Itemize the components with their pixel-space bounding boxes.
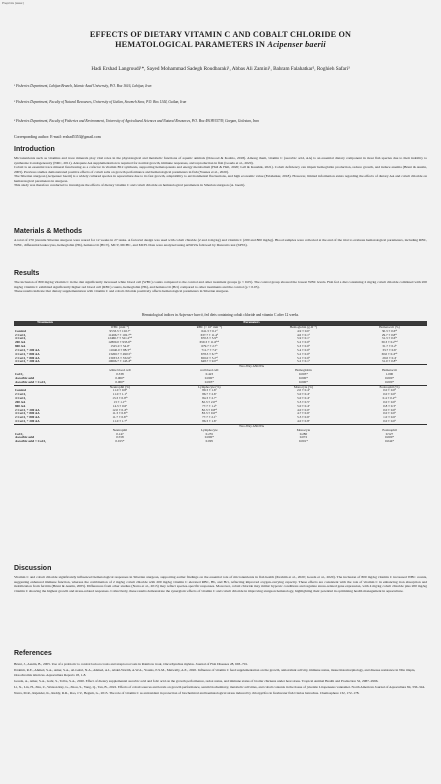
table-cell: 11466.7 ± 102.7ᵇᶜ — [108, 332, 132, 337]
row-label: CoCl₂ — [15, 431, 24, 436]
table-cell: 77.7 ± 2.1ᵇ — [202, 415, 217, 420]
table-cell: 5.3 ± 0.5ᵃ — [297, 399, 310, 404]
parameters-header: Parameters — [76, 321, 427, 325]
column-header: white blood cell — [109, 368, 131, 373]
table-cell: 11640.0 ± 88.3ᶜᵈ — [109, 347, 131, 352]
table-cell: 9533.3 ± 102.7ᶜ — [109, 328, 131, 333]
table-cell: 4.9 ± 0.0ᶜ — [297, 328, 310, 333]
table-cell: 659.3 ± 11.6ᵇᶜᵈ — [199, 340, 220, 345]
methods-paragraph: A total of 270 juvenile Siberian sturgeon were reared for 12 weeks in 27 tanks. A factorial design was used with cobalt chloride (2 and 4 mg/kg) and vitamin C (200 and 800 mg/kg). Blood samples were collected at the end of the trial to evaluate hematological parameters, including RBC, WBC, differential leukocytes, hemoglobin (Hb), hematocrit (HCT), MCV, MCHC, and MCH. Data were analyzed using ANOVA followed by Duncan's test (SPSS). — [14, 238, 427, 247]
table-cell: 2.0 ± 0.4ᵇ — [297, 388, 310, 393]
corresponding-author: Corresponding author: E-mail: ershad5353@gmail.com — [14, 135, 101, 139]
table-cell: 0.338 — [116, 371, 124, 376]
table-row — [14, 440, 427, 444]
table-cell: 0.000* — [384, 379, 395, 384]
table-cell: 0.527 — [385, 431, 394, 436]
introduction-paragraph: This study was therefore conducted to investigate the effects of dietary vitamin C and cobalt chloride on hematological parameters in Siberian sturgeon (A. baerii). — [14, 183, 246, 187]
table-cell: 13 ± 1.1ᵃᵇ — [113, 399, 127, 404]
table-cell: 0.044* — [384, 439, 395, 444]
table-cell: 30.3 ± 0.2ᵇᶜᵈ — [381, 340, 398, 345]
row-label: 2 CoCl₂ — [15, 392, 26, 397]
row-label: 2 CoCl₂ + 200 AA — [15, 407, 40, 412]
table-cell: 0.558 — [116, 435, 124, 440]
affiliation-2: ² Fisheries Department, Faculty of Natural Resources, University of Guilan, Sowmeh Sara, P.O. Box 1144, Guilan, Iran — [14, 100, 187, 104]
reference-item: Li, X., Lin, H., Zhu, Z., Watson Ray, G., Zhou, S., Yang, Q., Tan, B., 2022. Effects of cobalt sources and levels on growth performance, serum biochemistry, metabolic activities, and cobalt contents in the tissue of juvenile Litopenaeus vannamei. North American Journal of Aquaculture 84, 336–344. — [14, 685, 426, 690]
table-cell: 641.3 ± 6.1ᵈ — [201, 328, 218, 333]
table-caption-text: , fed diets containing cobalt chloride and vitamin C after 12 weeks. — [202, 313, 300, 317]
column-header: WBC (mm⁻³) — [76, 325, 164, 329]
table-caption — [14, 313, 427, 317]
title-species: Acipenser baerii — [267, 40, 326, 49]
column-header: Lymphocyte (%) — [164, 385, 255, 389]
row-label: 2 CoCl₂ — [15, 332, 26, 337]
table-cell: 0.0 ± 0.0ᵇ — [383, 399, 396, 404]
column-header: Hematocrit (%) — [352, 325, 427, 329]
table-cell: 10666.7 ± 143.4ᵈᵉ — [108, 359, 132, 364]
table-cell: 11.3 ± 0.6ᵃᵇ — [112, 411, 128, 416]
table-cell: 0.147 — [116, 431, 124, 436]
table-cell: 656.0 ± 5.2ᶜᵈ — [200, 355, 218, 360]
table-caption-species: Acipenser baerii — [178, 313, 203, 317]
row-label: 800 AA — [15, 344, 26, 349]
hematology-table — [14, 321, 427, 444]
table-cell: 83.3 ± 0.6ᵃᵇ — [201, 411, 217, 416]
row-label: Ascorbic acid × CoCl₂ — [15, 439, 46, 444]
table-cell: 0.255 — [205, 431, 214, 436]
table-cell: 29.0 ± 0.4ᵉ — [382, 355, 397, 360]
table-cell: 4.0 ± 0.8ᵃ — [297, 419, 310, 424]
table-cell: 0.423 — [205, 371, 214, 376]
table-cell: 0.0 ± 0.0ᵇ — [383, 392, 396, 397]
table-cell: 0.0 ± 0.0ᵇ — [383, 419, 396, 424]
reference-item: Ibrahim, R.E., Ahmed, S.A., Amer, S.A., Al-Gabri, N.A., Ahmed, A.I., Abdel-Warith, A.W.A., Younis, E.S.M., Metwally, A.E., 2020. Influence of vitamin C feed supplementation on the growth, antioxidant activity, immune status, tissue histomorphology, and disease resistance in Nile tilapia, Oreochromis niloticus. Aquaculture Reports 18, 1-8. — [14, 668, 416, 677]
author-list: Hadi Ershad Langroudi¹*, Sayed Mohammad Sadegh Roudbaraki¹, Abbas Ali Zamini¹, Bahram Falahatkar², Roghieh Safari³ — [91, 66, 350, 72]
preprint-watermark: Preprints (www.) — [2, 1, 25, 5]
table-cell: 5.3 ± 0.6ᵃ — [297, 415, 310, 420]
row-label: Ascorbic acid — [15, 375, 35, 380]
reference-item: Gouda, A., Amer, S.A., Gabr, S., Tolba, S.A., 2020. Effect of dietary supplemental ascorbic acid and folic acid on the growth performance, redox status, and immune status of broiler chickens under heat stress. Tropical Animal Health and Production 52, 2987–2996. — [14, 678, 379, 683]
table-cell: 0.000* — [204, 375, 214, 380]
column-header: Monocyte (%) — [255, 385, 352, 389]
column-header: Monocyte — [296, 427, 311, 432]
methods-heading: Materials & Methods — [14, 228, 83, 235]
column-header: Neutrophil — [112, 427, 128, 432]
table-cell: 12800.0 ± 933.6ᵇᶜ — [108, 340, 132, 345]
table-cell: 11.0 ± 1.7ᵇ — [112, 419, 128, 424]
table-cell: 0.000* — [204, 435, 214, 440]
discussion-paragraph: Vitamin C and cobalt chloride significantly influenced hematological responses in Siberian sturgeon, supporting earlier findings on the essential role of micronutrients in fish health (Ibrahim et al., 2020; Gouda et al., 2020). The inclusion of 800 mg/kg vitamin C increased WBC counts, suggesting enhanced immune function, whereas the combination of 2 mg/kg cobalt chloride with 200 mg/kg vitamin C elevated RBC, Hb, and Hct, reflecting improved oxygen-carrying capacity. These effects are consistent with the role of vitamin C in enhancing iron absorption and mobilization from ferritin (Brunt & Austin, 2005). Differences from other studies (Narra et al., 2015) may reflect species-specific responses. Moreover, cobalt chloride may mimic hypoxic conditions and regulate stress-related gene expression, with 4 mg/kg cobalt chloride plus 200 mg/kg vitamin C showing the highest growth and stress-related responses. Collectively, these results demonstrate the synergistic effects of vitamin C and cobalt chloride in improving sturgeon hematology, highlighting their potential in optimizing health management in aquaculture. — [14, 575, 427, 593]
introduction-body — [14, 156, 427, 188]
table-cell: 0.095 — [205, 439, 214, 444]
table-cell: 86.7 ± 2.6ᵃ — [202, 392, 217, 397]
table-cell: 13033.3 ± 332.0ᵇ — [108, 355, 132, 360]
table-cell: 0.000* — [115, 375, 125, 380]
row-label: 200 AA — [15, 399, 26, 404]
table-cell: 4.0 ± 0.0ᵃ — [297, 407, 310, 412]
column-header: Lymphocyte — [201, 427, 218, 432]
row-label: 2 CoCl₂ + 800 AA — [15, 415, 40, 420]
table-caption-text: Hematological indices in — [141, 313, 178, 317]
poster-title — [30, 30, 411, 50]
discussion-heading: Discussion — [14, 565, 52, 572]
row-label: Control — [15, 388, 26, 393]
table-cell: 0.072 — [299, 435, 308, 440]
row-label: 4 CoCl₂ — [15, 396, 26, 401]
table-cell: 5.0 ± 0.4ᵃ — [297, 392, 310, 397]
table-cell: 31.3 ± 0.6ᵇᶜ — [381, 336, 398, 341]
reference-item: Brunt, J., Austin, B., 2005. Use of a probiotic to control lactococcosis and streptococcosis in Rainbow trout, Oncorhynchus mykiss. Journal of Fish Diseases 28, 693–701. — [14, 662, 249, 666]
table-cell: 5.4 ± 0.0ᵇ — [297, 347, 310, 352]
table-cell: 0.003* — [298, 371, 308, 376]
table-cell: 30.3 ± 0.6ᶜᵈ — [381, 328, 398, 333]
table-cell: 0.280 — [299, 431, 308, 436]
table-cell: 637.7 ± 11.4ᵈ — [200, 332, 219, 337]
column-header: Hematocrit — [382, 368, 397, 373]
table-cell: 0.003* — [204, 379, 214, 384]
table-cell: 670.3 ± 5.9ᵇᶜ — [200, 336, 218, 341]
column-header: Eosinophil — [382, 427, 397, 432]
table-cell: 5.0 ± 0.4ᵃ — [297, 396, 310, 401]
affiliation-1: ¹ Fisheries Department, Lahijan Branch, Islamic Azad University, P.O. Box 1616, Lahijan, Iran — [14, 84, 152, 88]
table-cell: 5.2 ± 0.0ᵇ — [297, 355, 310, 360]
table-cell: 11.0 ± 0.8ᵇ — [112, 388, 128, 393]
table-cell: 84.3 ± 2.7ᵃ — [202, 396, 217, 401]
table-cell: 31.0 ± 0.8ᵇᶜ — [381, 359, 398, 364]
table-cell: 0.000* — [298, 379, 308, 384]
table-cell: 0.000* — [384, 435, 395, 440]
results-paragraph: The inclusion of 800 mg/kg vitamin C in the diet significantly increased white blood cell (WBC) counts compared to the control and other treatment groups (p < 0.05). The control group showed the lowest WBC levels. Fish fed a diet containing 2 mg/kg cobalt chloride combined with 200 mg/kg vitamin C exhibited significantly higher red blood cell (RBC) counts, hemoglobin (Hb), and hematocrit (Hct) compared to other treatments and the control (p < 0.05). — [14, 280, 427, 289]
treatments-header: Treatments — [14, 321, 76, 325]
table-cell: 82.3 ± 0.8ᵃᵇ — [201, 407, 217, 412]
table-cell: 5.2 ± 0.1ᵇ — [297, 359, 310, 364]
row-label: 4 CoCl₂ + 200 AA — [15, 359, 40, 364]
table-cell: 5.2 ± 0.0ᵇ — [297, 340, 310, 345]
column-header: Hemoglobin (g dl⁻¹) — [255, 325, 352, 329]
title-line-1: EFFECTS OF DIETARY VITAMIN C AND COBALT CHLORIDE ON — [89, 30, 352, 39]
column-header: Hemoglobin — [295, 368, 312, 373]
table-cell: 5.0 ± 0.4ᵃ — [297, 403, 310, 408]
row-label: 200 AA — [15, 340, 26, 345]
row-label: 4 CoCl₂ + 800 AA — [15, 411, 40, 416]
row-label: 4 CoCl₂ + 800 AA — [15, 351, 40, 356]
table-cell: 5.3 ± 0.0ᵇ — [297, 344, 310, 349]
table-cell: 33.7 ± 0.6ᵃ — [382, 347, 397, 352]
table-body — [14, 321, 427, 444]
table-cell: 13.3 ± 0.9ᵃᵇ — [112, 396, 128, 401]
table-cell: 5.9 ± 0.1ᵃ — [297, 336, 310, 341]
column-header: Eosinophil (%) — [352, 385, 427, 389]
table-cell: 11.0 ± 1.1ᵇ — [112, 392, 128, 397]
column-header: RBC (× 10⁶ mm⁻³) — [164, 325, 255, 329]
table-cell: 5.2 ± 0.0ᵇ — [297, 351, 310, 356]
results-body — [14, 280, 427, 294]
table-cell: 1.0 ± 0.6ᵃ — [383, 415, 396, 420]
table-cell: 82.3 ± 2.0ᵃᵇ — [201, 399, 217, 404]
title-line-2: HEMATOLOGICAL PARAMETERS IN — [115, 40, 266, 49]
table-cell: 679.7 ± 2.7ᵇ — [201, 344, 218, 349]
discussion-body — [14, 575, 427, 593]
row-label: 4 CoCl₂ — [15, 336, 26, 341]
table-cell: 13266.7 ± 490.5ᵇ — [108, 351, 132, 356]
table-cell: 30.0 ± 0.4ᶜᵈᵉ — [381, 351, 398, 356]
table-cell: 4.6 ± 0.1ᵈ — [297, 332, 310, 337]
table-cell: 648.7 ± 9.0ᶜᵈ — [200, 359, 218, 364]
table-cell: 14.3 ± 0.6ᵃ — [112, 403, 128, 408]
references-heading: References — [14, 650, 52, 657]
reference-list — [14, 662, 427, 698]
table-cell: 0.000* — [298, 375, 308, 380]
table-cell: 12.0 ± 0.4ᵃᵇ — [112, 407, 128, 412]
table-cell: 1525.0 ± 54.0ᵃ — [110, 344, 130, 349]
table-cell: 711.7 ± 7.2ᵃ — [201, 347, 218, 352]
row-label: Ascorbic acid × CoCl₂ — [15, 379, 46, 384]
table-cell: 0.8 ± 0.3ᵃ — [383, 403, 396, 408]
introduction-paragraph: Cobalt is an essential trace mineral functioning as a cofactor in vitamin B12 synthesis, supporting hematopoiesis and energy metabolism (Hall & Hall, 2020; Lall & Kaushik, 2021). Cobalt deficiency can impair hemoglobin production, reduce growth, and induce anemia (Brunt & Austin, 2005). Previous studies demonstrated positive effects of cobalt salts on growth performance and hematological parameters in fish (Younes et al., 2020). — [14, 165, 427, 174]
row-label: 800 AA — [15, 403, 26, 408]
row-label: 4 CoCl₂ + 200 AA — [15, 419, 40, 424]
column-header: red blood cell — [200, 368, 219, 373]
affiliation-3: ³ Fisheries Department, Faculty of Fisheries and Environment, University of Agricultural Sciences and Natural Resources, P.O. Box 4918915739, Gorgan, Golestan, Iran — [14, 119, 259, 123]
table-cell: 678.3 ± 6.7ᵇᶜ — [200, 351, 218, 356]
table-cell: 77.7 ± 1.2ᵇ — [202, 403, 217, 408]
table-cell: 0.0 ± 0.0ᵇ — [383, 411, 396, 416]
table-cell: 0.000* — [384, 375, 395, 380]
row-label: 2 CoCl₂ + 800 AA — [15, 355, 40, 360]
table-cell: 0.000* — [115, 379, 125, 384]
table-cell: 31.7 ± 0.2ᵇ — [382, 344, 397, 349]
table-cell: 29.7 ± 0.8ᵈᵉ — [381, 332, 398, 337]
row-label: Ascorbic acid — [15, 435, 35, 440]
reference-item: Narra, M.R., Rajender, K., Reddy, R.R., Rao, J.V., Begum, G., 2015. The role of vitamin C as antioxidant in protection of biochemical and haematological stress induced by chlorpyrifos in freshwater fish Clarias batrachus. Chemosphere 132, 172–178. — [14, 691, 360, 696]
table-cell: 89.3 ± 1.6ᵃ — [202, 388, 217, 393]
table-cell: 0.001* — [298, 439, 308, 444]
table-cell: 0.0 ± 0.0ᵇ — [383, 407, 396, 412]
results-heading: Results — [14, 270, 40, 277]
introduction-paragraph: The Siberian sturgeon (Acipenser baerii) is a widely cultured species in aquaculture due to its fast growth, adaptability to environmental fluctuations, and high economic value (Falahatkar, 2018). However, limited information exists regarding the effects of dietary AA and cobalt chloride on hematological parameters in sturgeon. — [14, 174, 427, 183]
table-cell: 0.4 ± 0.2ᵃᵇ — [382, 396, 397, 401]
anova-title: Two-Way ANOVA — [76, 424, 427, 428]
table-cell: 4.7 ± 0.6ᵃ — [297, 411, 310, 416]
table-cell: 86.3 ± 1.6ᵃ — [202, 419, 217, 424]
table-cell: 1.000 — [385, 371, 394, 376]
results-paragraph: These results indicate that dietary supplementation with vitamin C and cobalt chloride positively affects hematological parameters in Siberian sturgeon. — [14, 289, 230, 293]
anova-title: Two-Way ANOVA — [76, 365, 427, 369]
column-header: Neutrophil (%) — [76, 385, 164, 389]
table-cell: 12466.7 ± 521.2ᵇᶜᵈ — [107, 336, 133, 341]
table-cell: 0.015* — [115, 439, 125, 444]
methods-body — [14, 238, 427, 247]
row-label: 2 CoCl₂ + 200 AA — [15, 347, 40, 352]
row-label: Control — [15, 328, 26, 333]
introduction-paragraph: Micronutrients such as vitamins and trace minerals play vital roles in the physiological and metabolic functions of aquatic animals (Dawood & Koshio, 2018). Among them, vitamin C (ascorbic acid, AA) is an essential dietary component in most fish species due to their inability to synthesize it endogenously (NRC, 2011). Adequate AA supplementation is required for normal growth, immune responses, and reproduction in fish (Gouda et al., 2020). — [14, 156, 427, 165]
table-cell: 0.0 ± 0.0ᵇ — [383, 388, 396, 393]
introduction-heading: Introduction — [14, 146, 55, 153]
table-cell: 11.7 ± 0.6ᵃᵇ — [112, 415, 128, 420]
row-label: CoCl₂ — [15, 371, 24, 376]
